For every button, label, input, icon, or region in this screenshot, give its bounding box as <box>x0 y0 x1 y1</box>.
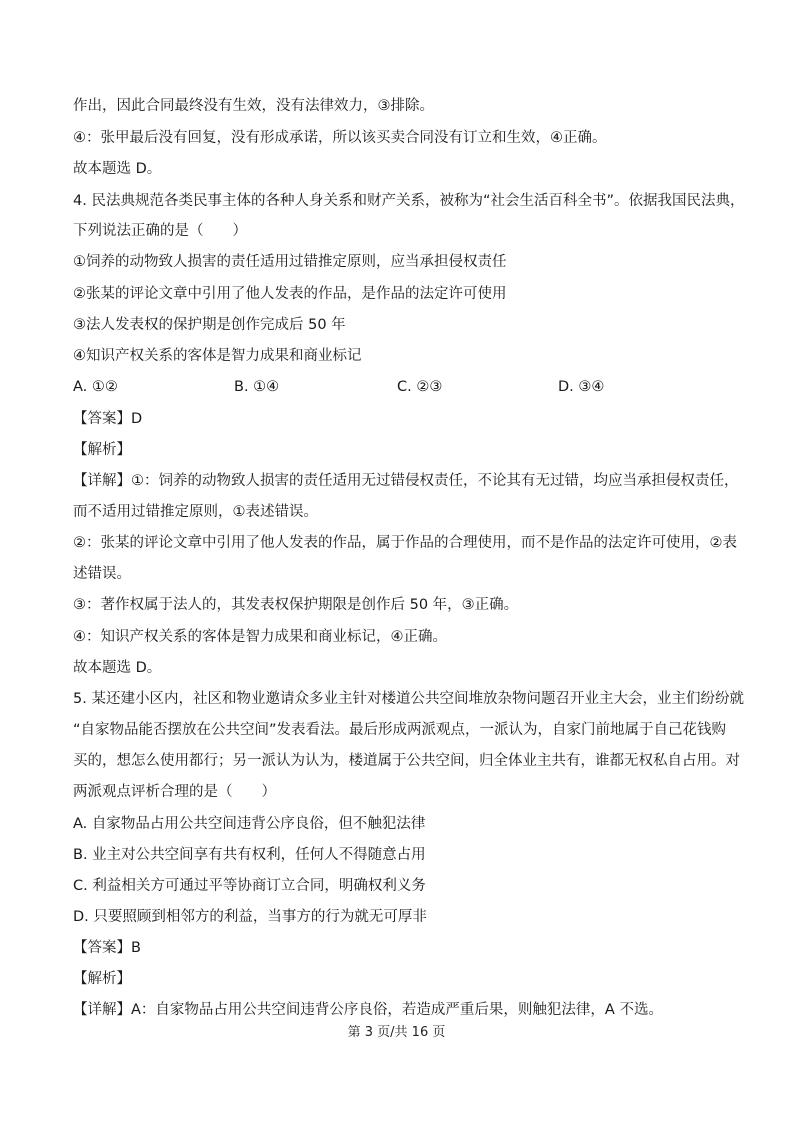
q5-analysis-heading: 【解析】 <box>73 971 131 987</box>
q4-stem-line-2: 下列说法正确的是（ ） <box>73 223 247 239</box>
q4-detail-line-4: 述错误。 <box>73 566 131 582</box>
q4-statement-3: ③法人发表权的保护期是创作完成后 50 年 <box>73 317 346 333</box>
q4-statement-1: ①饲养的动物致人损害的责任适用过错推定原则，应当承担侵权责任 <box>73 254 507 270</box>
page-number-footer: 第 3 页/共 16 页 <box>347 1025 446 1040</box>
prev-explanation-line-2: ④：张甲最后没有回复，没有形成承诺，所以该买卖合同没有订立和生效，④正确。 <box>73 130 607 146</box>
q4-stem-line-1: 4. 民法典规范各类民事主体的各种人身关系和财产关系，被称为“社会生活百科全书”。依据我国民法典， <box>73 193 745 209</box>
q4-detail-line-5: ③：著作权属于法人的，其发表权保护期限是创作后 50 年，③正确。 <box>73 597 519 613</box>
q4-conclusion: 故本题选 D。 <box>73 660 162 676</box>
q4-analysis-heading: 【解析】 <box>73 442 131 458</box>
q5-answer: 【答案】B <box>73 940 141 956</box>
q4-statement-4: ④知识产权关系的客体是智力成果和商业标记 <box>73 348 362 364</box>
prev-explanation-line-1: 作出，因此合同最终没有生效，没有法律效力，③排除。 <box>73 98 434 114</box>
q4-statement-2: ②张某的评论文章中引用了他人发表的作品，是作品的法定许可使用 <box>73 286 507 302</box>
q5-option-c: C. 利益相关方可通过平等协商订立合同，明确权利义务 <box>73 878 426 894</box>
q4-detail-line-1: 【详解】①：饲养的动物致人损害的责任适用无过错侵权责任，不论其有无过错，均应当承担侵权责任， <box>73 473 739 489</box>
prev-conclusion: 故本题选 D。 <box>73 161 162 177</box>
q5-stem-line-4: 两派观点评析合理的是（ ） <box>73 784 276 800</box>
q4-option-b: B. ①④ <box>234 379 280 395</box>
q4-detail-line-2: 而不适用过错推定原则，①表述错误。 <box>73 504 318 520</box>
q4-option-d: D. ③④ <box>558 379 605 395</box>
q5-option-b: B. 业主对公共空间享有共有权利，任何人不得随意占用 <box>73 847 426 863</box>
q4-detail-line-3: ②：张某的评论文章中引用了他人发表的作品，属于作品的合理使用，而不是作品的法定许可使用，②表 <box>73 535 737 551</box>
q5-option-d: D. 只要照顾到相邻方的利益，当事方的行为就无可厚非 <box>73 909 427 925</box>
q4-answer: 【答案】D <box>73 411 143 427</box>
q4-option-c: C. ②③ <box>397 379 443 395</box>
q5-stem-line-2: “自家物品能否摆放在公共空间”发表看法。最后形成两派观点，一派认为，自家门前地属于自己花钱购 <box>73 722 727 738</box>
q5-stem-line-3: 买的，想怎么使用都行；另一派认为认为，楼道属于公共空间，归全体业主共有，谁都无权私自占用。对 <box>73 753 740 769</box>
q5-option-a: A. 自家物品占用公共空间违背公序良俗，但不触犯法律 <box>73 816 426 832</box>
q5-stem-line-1: 5. 某还建小区内，社区和物业邀请众多业主针对楼道公共空间堆放杂物问题召开业主大会，业主们纷纷就 <box>73 691 744 707</box>
q5-detail-line-1: 【详解】A：自家物品占用公共空间违背公序良俗，若造成严重后果，则触犯法律，A 不选。 <box>73 1002 663 1018</box>
q4-detail-line-6: ④：知识产权关系的客体是智力成果和商业标记，④正确。 <box>73 629 447 645</box>
q4-option-a: A. ①② <box>73 379 118 395</box>
